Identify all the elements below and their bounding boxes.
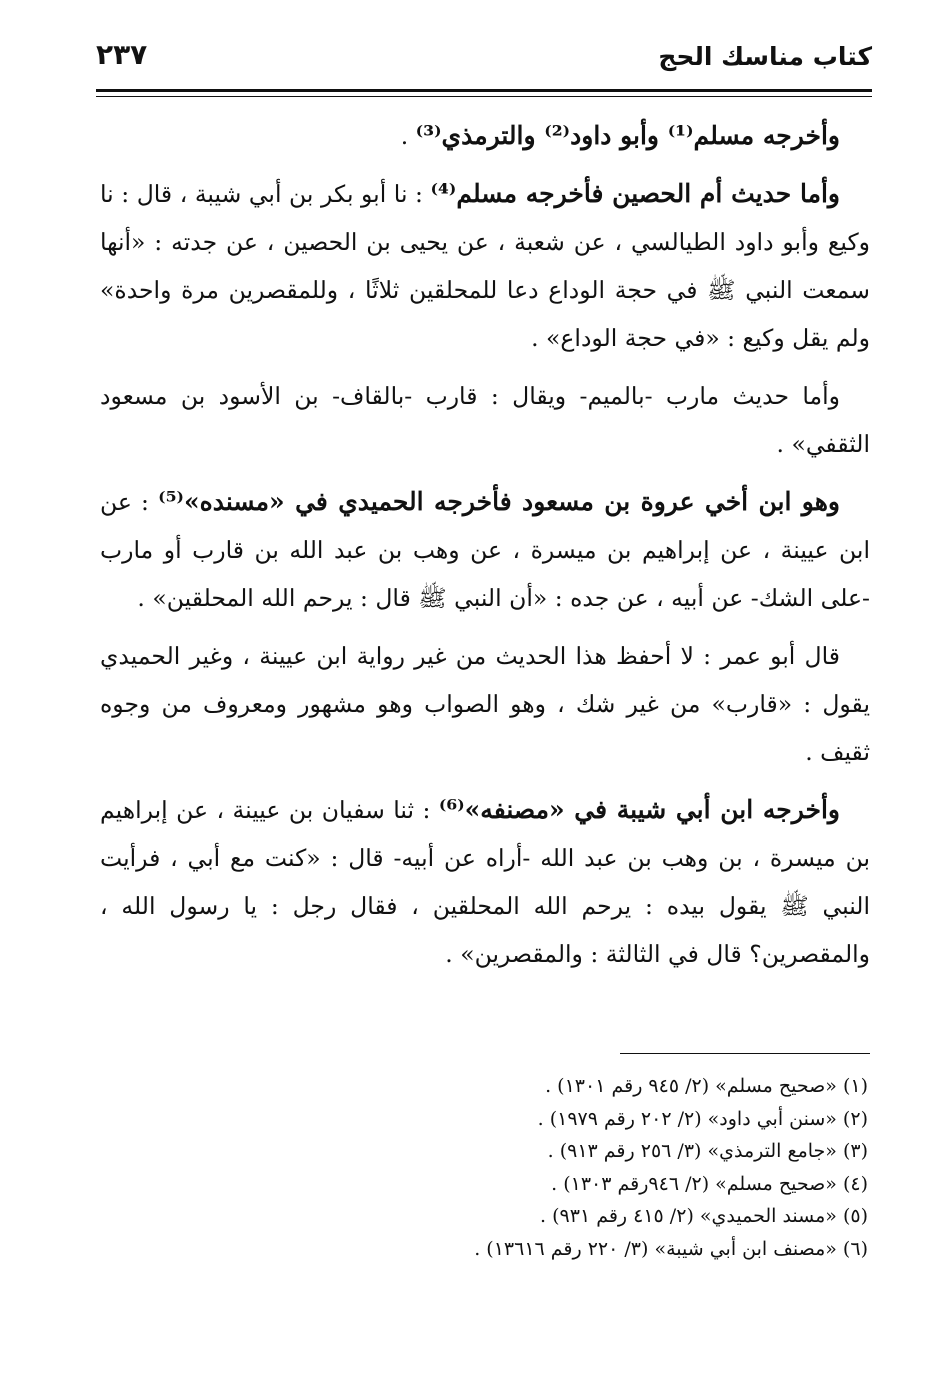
paragraph-lead: وهو ابن أخي عروة بن مسعود فأخرجه الحميدي في «مسنده»⁽⁵⁾ [158,487,840,516]
paragraph-text: . [400,122,416,150]
paragraph-text: : عن ابن عيينة ، عن إبراهيم بن ميسرة ، عن وهب بن عبد الله بن قارب أو مارب -على الشك- عن أبيه ، عن جده : «أن النبي ﷺ قال : يرحم الله المحلقين» . [100,488,870,612]
main-text [100,112,870,988]
paragraph [100,478,870,622]
paragraph-text: : ثنا سفيان بن عيينة ، عن إبراهيم بن ميسرة ، بن وهب بن عبد الله -أراه عن أبيه- قال : «كنت مع أبي ، فرأيت النبي ﷺ يقول بيده : يرحم الله المحلقين ، فقال رجل : يا رسول الله ، والمقصرين؟ قال في الثالثة : والمقصرين» . [100,796,870,968]
paragraph-lead: وأخرجه مسلم⁽¹⁾ وأبو داود⁽²⁾ والترمذي⁽³⁾ [415,121,840,150]
footnote-rule [620,1053,870,1054]
footnote: (٤) «صحيح مسلم» (٢/ ٩٤٦رقم ١٣٠٣) . [551,1172,868,1195]
paragraph-text: : نا أبو بكر بن أبي شيبة ، قال : نا وكيع وأبو داود الطيالسي ، عن شعبة ، عن يحيى بن الحصين ، عن جدته : «أنها سمعت النبي ﷺ في حجة الوداع دعا للمحلقين ثلاثًا ، وللمقصرين مرة واحدة» ولم يقل وكيع : «في حجة الوداع» . [100,180,870,352]
footnote: (١) «صحيح مسلم» (٢/ ٩٤٥ رقم ١٣٠١) . [545,1075,868,1097]
paragraph [100,112,870,160]
paragraph-lead: وأخرجه ابن أبي شيبة في «مصنفه»⁽⁶⁾ [438,795,840,824]
paragraph [100,372,870,468]
footnotes [100,1070,868,1265]
paragraph [100,170,870,362]
page-header [96,28,872,90]
paragraph [100,786,870,978]
header-rule-thin [96,96,872,97]
paragraph-text: وأما حديث مارب -بالميم- ويقال : قارب -بالقاف- بن الأسود بن مسعود الثقفي» . [100,382,870,458]
book-title: كتاب مناسك الحج [658,42,872,71]
paragraph [100,632,870,776]
header-rule-thick [96,89,872,92]
footnote: (٢) «سنن أبي داود» (٢/ ٢٠٢ رقم ١٩٧٩) . [537,1107,868,1130]
paragraph-lead: وأما حديث أم الحصين فأخرجه مسلم⁽⁴⁾ [430,179,840,208]
footnote: (٦) «مصنف ابن أبي شيبة» (٣/ ٢٢٠ رقم ١٣٦١٦) . [474,1237,868,1260]
paragraph-text: قال أبو عمر : لا أحفظ هذا الحديث من غير رواية ابن عيينة ، وغير الحميدي يقول : «قارب» من غير شك ، وهو الصواب وهو مشهور ومعروف من وجوه ثقيف . [100,642,870,766]
page-number: ٢٣٧ [96,38,148,71]
footnote: (٥) «مسند الحميدي» (٢/ ٤١٥ رقم ٩٣١) . [540,1205,868,1227]
footnote: (٣) «جامع الترمذي» (٣/ ٢٥٦ رقم ٩١٣) . [547,1140,868,1162]
